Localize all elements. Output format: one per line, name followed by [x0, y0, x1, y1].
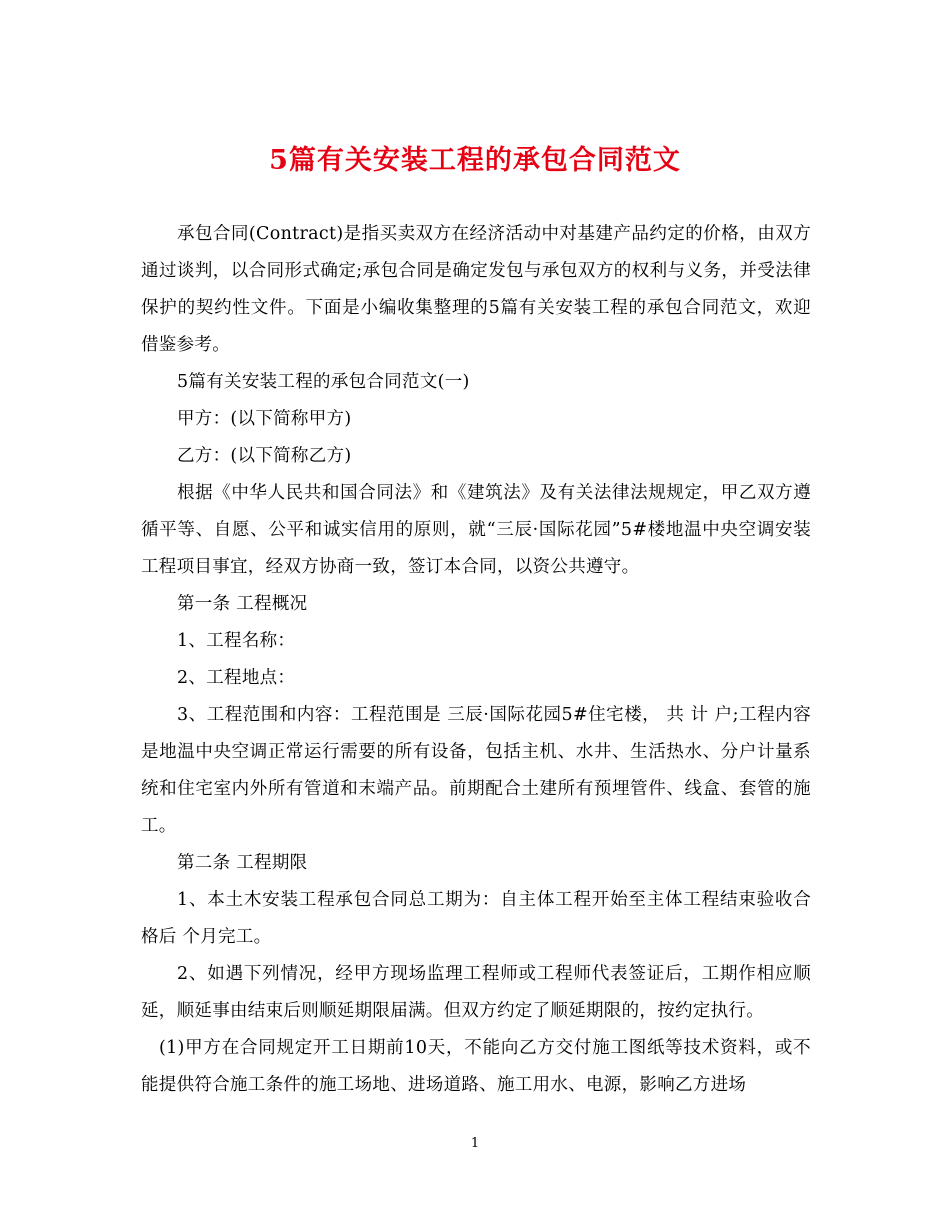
paragraph-project-name: 1、工程名称： [177, 631, 296, 651]
page-number: 1 [470, 1136, 480, 1151]
paragraph-duration: 1、本土木安装工程承包合同总工期为：自主体工程开始至主体工程结束验收合格后 个月完工。 [141, 890, 811, 947]
paragraph-condition-1: (1)甲方在合同规定开工日期前10天，不能向乙方交付施工图纸等技术资料，或不能提供符合施工条件的施工场地、进场道路、施工用水、电源，影响乙方进场 [141, 1038, 811, 1095]
paragraph-article-1: 第一条 工程概况 [177, 594, 308, 614]
paragraph-article-2: 第二条 工程期限 [177, 853, 308, 873]
paragraph-project-scope: 3、工程范围和内容：工程范围是 三辰·国际花园5#住宅楼， 共 计 户;工程内容是地温中央空调正常运行需要的所有设备，包括主机、水井、生活热水、分户计量系统和住宅室内外所有管道和末端产品。前期配合土建所有预埋管件、线盒、套管的施工。 [141, 705, 811, 836]
paragraph-intro: 承包合同(Contract)是指买卖双方在经济活动中对基建产品约定的价格，由双方通过谈判，以合同形式确定;承包合同是确定发包与承包双方的权利与义务，并受法律保护的契约性文件。下面是小编收集整理的5篇有关安装工程的承包合同范文，欢迎借鉴参考。 [141, 224, 811, 355]
document-title: 5篇有关安装工程的承包合同范文 [269, 145, 681, 176]
paragraph-party-a: 甲方：(以下简称甲方) [177, 409, 352, 429]
document-body [141, 216, 811, 1104]
paragraph-party-b: 乙方：(以下简称乙方) [177, 446, 352, 466]
paragraph-extension: 2、如遇下列情况，经甲方现场监理工程师或工程师代表签证后，工期作相应顺延，顺延事由结束后则顺延期限届满。但双方约定了顺延期限的，按约定执行。 [141, 964, 811, 1021]
paragraph-project-location: 2、工程地点： [177, 668, 296, 688]
paragraph-section-heading: 5篇有关安装工程的承包合同范文(一) [177, 372, 470, 392]
paragraph-basis: 根据《中华人民共和国合同法》和《建筑法》及有关法律法规规定，甲乙双方遵循平等、自愿、公平和诚实信用的原则，就“三辰·国际花园”5#楼地温中央空调安装工程项目事宜，经双方协商一致，签订本合同，以资公共遵守。 [141, 483, 811, 577]
